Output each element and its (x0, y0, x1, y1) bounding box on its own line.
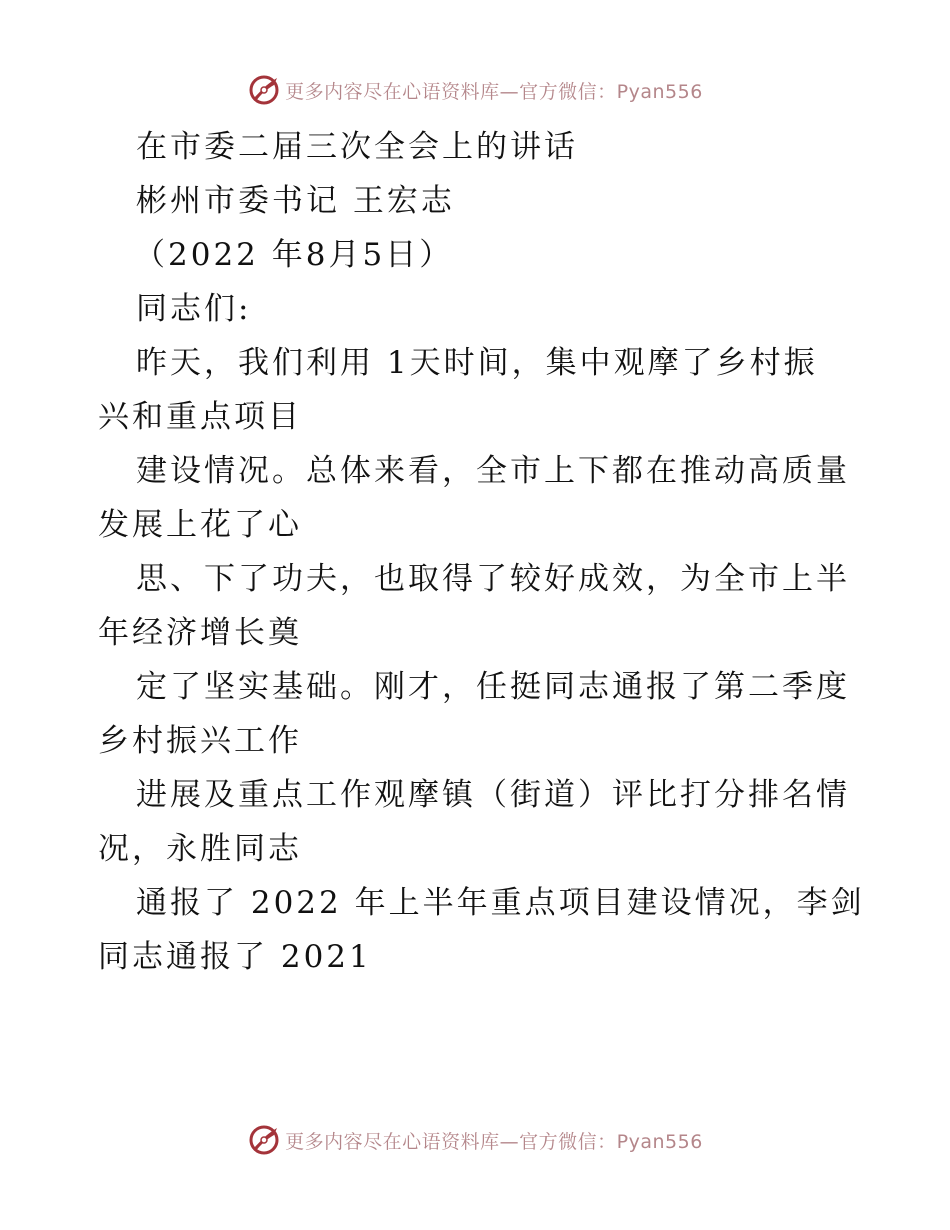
pen-logo-icon (247, 73, 281, 107)
paragraph-line: 昨天，我们利用 1天时间，集中观摩了乡村振 (136, 345, 818, 381)
paragraph-line: 同志通报了 2021 (98, 939, 372, 975)
watermark-text: 更多内容尽在心语资料库—官方微信：Pyan556 (285, 1130, 703, 1153)
watermark-text: 更多内容尽在心语资料库—官方微信：Pyan556 (285, 80, 703, 103)
pen-logo-icon (247, 1123, 281, 1157)
paragraph-line: 况，永胜同志 (98, 831, 302, 867)
paragraph-line: 兴和重点项目 (98, 399, 302, 435)
paragraph-line: 进展及重点工作观摩镇（街道）评比打分排名情 (136, 777, 850, 813)
document-title: 在市委二届三次全会上的讲话 (136, 129, 578, 165)
paragraph-line: 建设情况。总体来看，全市上下都在推动高质量 (136, 453, 850, 489)
document-date: （2022 年8月5日） (134, 237, 454, 273)
document-author: 彬州市委书记 王宏志 (136, 183, 455, 219)
footer-watermark (0, 1120, 950, 1160)
header-watermark (0, 70, 950, 110)
paragraph-line: 乡村振兴工作 (98, 723, 302, 759)
paragraph-line: 思、下了功夫，也取得了较好成效，为全市上半 (136, 561, 850, 597)
paragraph-line: 年经济增长奠 (98, 615, 302, 651)
paragraph-line: 定了坚实基础。刚才，任挺同志通报了第二季度 (136, 669, 850, 705)
paragraph-line: 通报了 2022 年上半年重点项目建设情况，李剑 (136, 885, 865, 921)
salutation: 同志们: (136, 291, 252, 327)
document-body (98, 120, 865, 984)
paragraph-line: 发展上花了心 (98, 507, 302, 543)
